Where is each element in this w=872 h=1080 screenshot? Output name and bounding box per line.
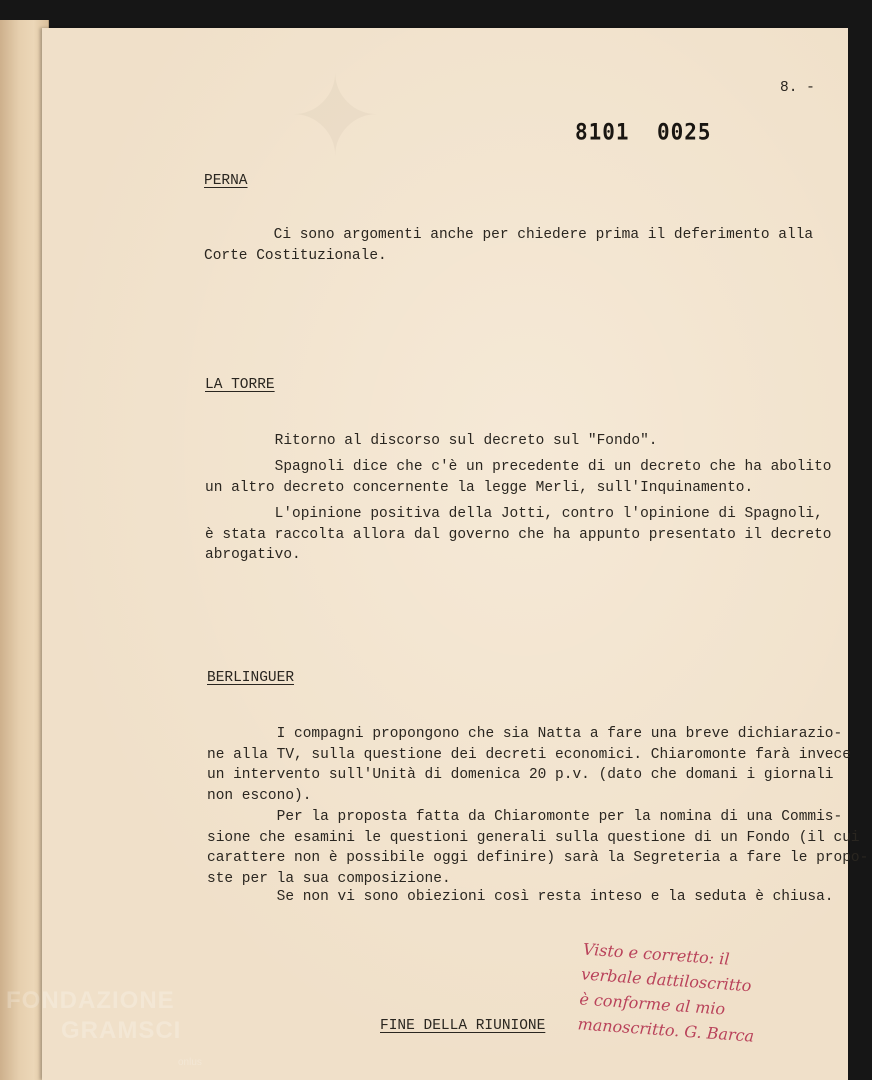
archive-stamp-left: 8101 [575, 119, 630, 145]
paragraph-berlinguer-2: Per la proposta fatta da Chiaromonte per la nomina di una Commis- sione che esamini le questioni generali sulla questione di un Fondo (il cui carattere non è possibile oggi definire) sarà la Segreteria a fare le propo- ste per la sua composizione. [207, 809, 869, 887]
archive-stamp-right: 0025 [657, 119, 712, 145]
closing-line: FINE DELLA RIUNIONE [380, 1018, 546, 1034]
paragraph-la-torre-2: Spagnoli dice che c'è un precedente di un decreto che ha abolito un altro decreto concernente la legge Merli, sull'Inquinamento. [205, 459, 832, 496]
logo-line-2: GRAMSCI [61, 1017, 182, 1044]
speaker-heading-la-torre: LA TORRE [205, 377, 275, 393]
paragraph-berlinguer-3: Se non vi sono obiezioni così resta inteso e la seduta è chiusa. [207, 889, 834, 905]
logo-suffix: onlus [178, 1057, 202, 1068]
fondazione-gramsci-logo [6, 986, 202, 1068]
paper-watermark: ✦ [269, 68, 397, 171]
handwritten-signature-note: Visto e corretto: il verbale dattiloscritto è conforme al mio manoscritto. G. Barca [577, 939, 755, 1046]
paragraph-la-torre-3: L'opinione positiva della Jotti, contro l'opinione di Spagnoli, è stata raccolta allora dal governo che ha appunto presentato il decreto abrogativo. [205, 506, 832, 563]
paragraph-berlinguer-1: I compagni propongono che sia Natta a fare una breve dichiarazio- ne alla TV, sulla questione dei decreti economici. Chiaromonte farà invece un intervento sull'Unità di domenica 20 p.v. (dato che domani i giornali non escono). [207, 726, 851, 804]
logo-line-1: FONDAZIONE [6, 987, 175, 1014]
document-page [42, 28, 869, 1080]
page-number: 8. - [780, 80, 815, 96]
speaker-heading-berlinguer: BERLINGUER [207, 670, 295, 686]
paragraph-la-torre-1: Ritorno al discorso sul decreto sul "Fondo". [205, 433, 658, 449]
paragraph-perna-1: Ci sono argomenti anche per chiedere prima il deferimento alla Corte Costituzionale. [204, 227, 814, 264]
speaker-heading-perna: PERNA [204, 173, 248, 189]
